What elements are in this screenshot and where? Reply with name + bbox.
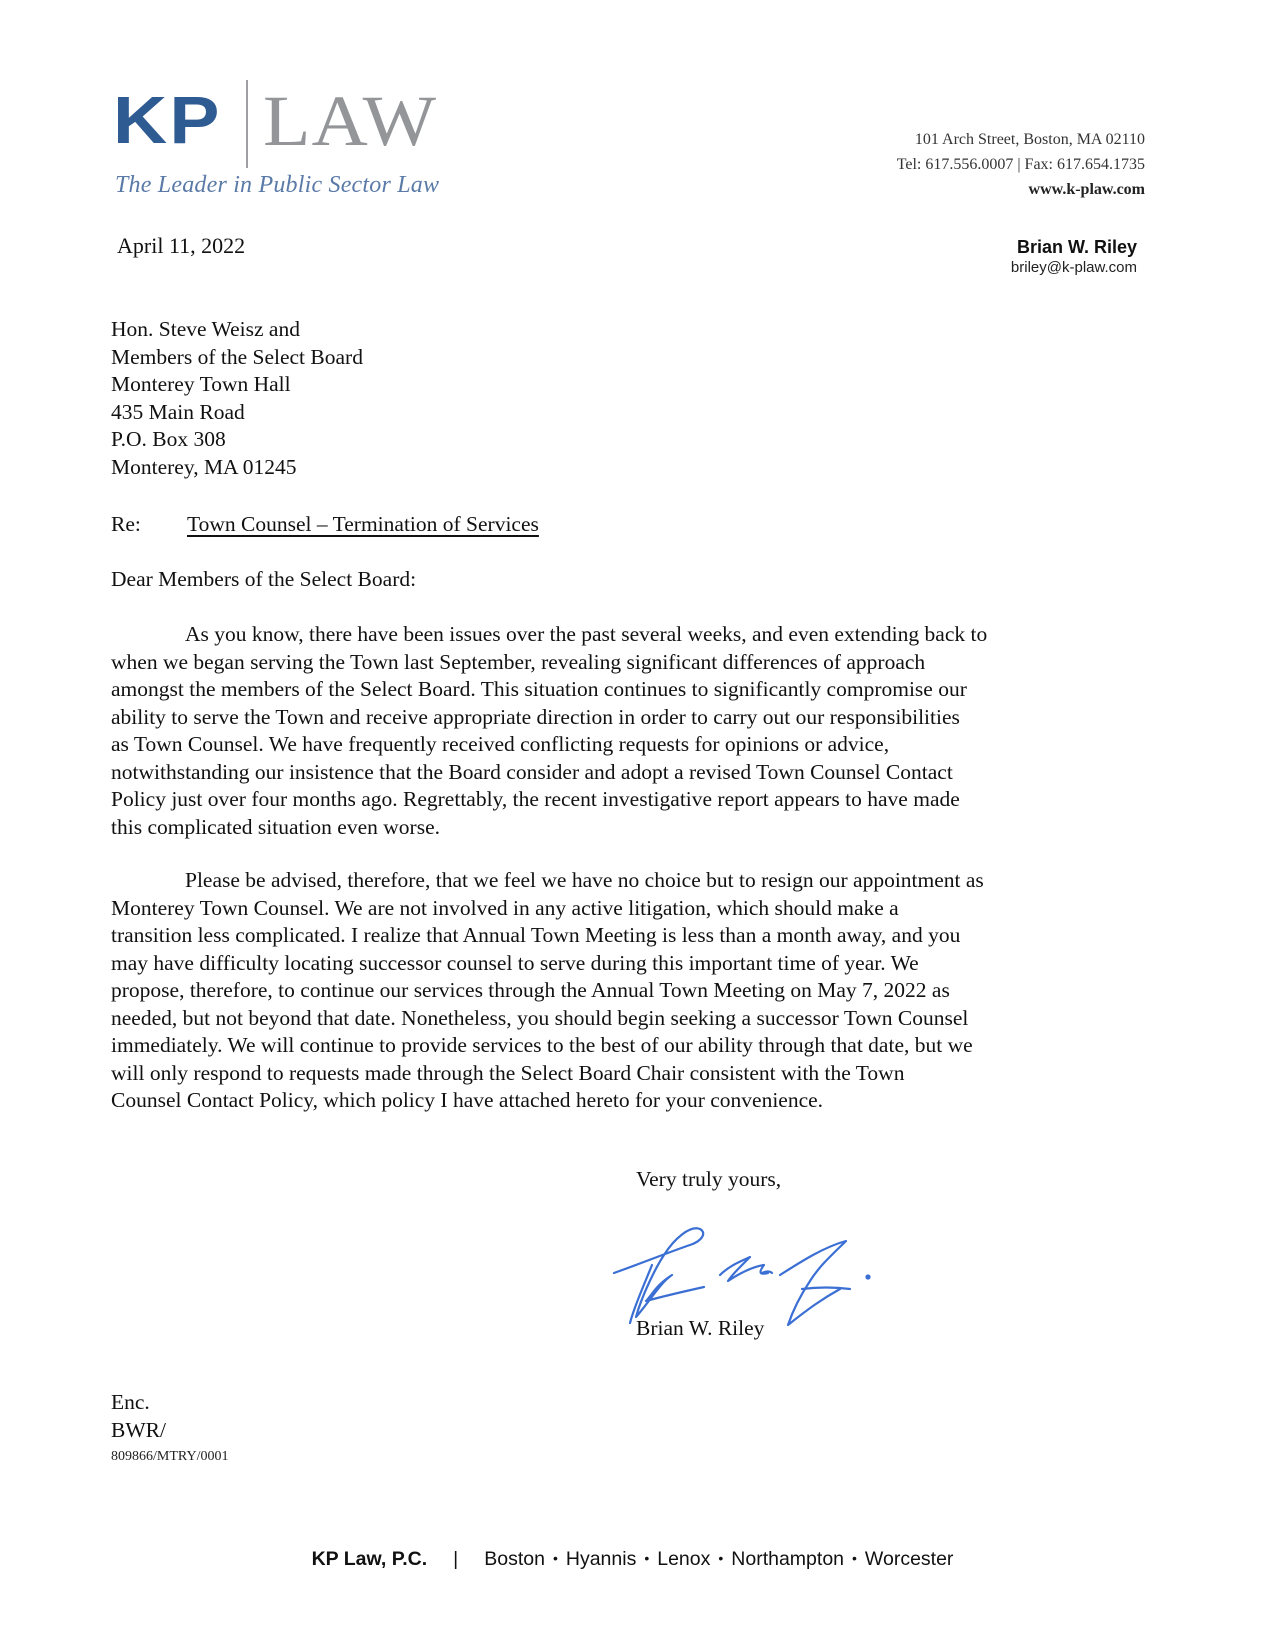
paragraph-line: propose, therefore, to continue our services through the Annual Town Meeting on May 7, 2022 as xyxy=(111,978,950,1002)
paragraph-line: Policy just over four months ago. Regrettably, the recent investigative report appears to have made xyxy=(111,787,960,811)
body-paragraph-2 xyxy=(111,867,1131,1115)
logo-kp-text: KP xyxy=(113,83,222,158)
enclosure-block xyxy=(111,1388,166,1444)
paragraph-line: Monterey Town Counsel. We are not involved in any active litigation, which should make a xyxy=(111,895,899,920)
subject-line xyxy=(111,511,539,539)
paragraph-line: ability to serve the Town and receive appropriate direction in order to carry out our responsibilities xyxy=(111,704,960,729)
paragraph-line: will only respond to requests made through the Select Board Chair consistent with the Town xyxy=(111,1060,905,1085)
recipient-line: Hon. Steve Weisz and xyxy=(111,317,300,341)
footer-office: Worcester xyxy=(864,1548,954,1570)
document-reference: 809866/MTRY/0001 xyxy=(111,1449,229,1464)
paragraph-line: amongst the members of the Select Board. This situation continues to significantly compromise our xyxy=(111,677,967,701)
paragraph-line: notwithstanding our insistence that the Board consider and adopt a revised Town Counsel Contact xyxy=(111,759,953,784)
paragraph-line: when we began serving the Town last September, revealing significant differences of approach xyxy=(111,649,926,674)
logo-tagline: The Leader in Public Sector Law xyxy=(115,172,440,198)
enclosure-label: Enc. xyxy=(111,1390,150,1414)
recipient-line: Monterey Town Hall xyxy=(111,372,291,396)
recipient-line: Monterey, MA 01245 xyxy=(111,454,297,479)
page-footer xyxy=(0,1548,1265,1571)
firm-address: 101 Arch Street, Boston, MA 02110 xyxy=(914,131,1145,148)
kp-law-logo xyxy=(113,80,453,205)
recipient-address xyxy=(111,316,363,481)
logo-divider xyxy=(246,80,248,168)
paragraph-line: As you know, there have been issues over the past several weeks, and even extending back to xyxy=(185,622,988,646)
subject-text: Town Counsel – Termination of Services xyxy=(187,512,539,536)
recipient-line: P.O. Box 308 xyxy=(111,427,226,451)
author-email-link[interactable]: briley@k-plaw.com xyxy=(1010,259,1137,276)
paragraph-line: Counsel Contact Policy, which policy I have attached hereto for your convenience. xyxy=(111,1088,824,1112)
paragraph-line: may have difficulty locating successor counsel to serve during this important time of year. We xyxy=(111,950,919,975)
subject-label: Re: xyxy=(111,512,141,536)
bullet-icon: • xyxy=(644,1550,650,1566)
firm-phone-fax: Tel: 617.556.0007 | Fax: 617.654.1735 xyxy=(896,156,1145,173)
firm-website-link[interactable]: www.k-plaw.com xyxy=(1028,181,1145,198)
bullet-icon: • xyxy=(552,1550,558,1566)
firm-contact-block xyxy=(897,127,1145,202)
paragraph-line: immediately. We will continue to provide services to the best of our ability through that date, but we xyxy=(111,1033,973,1057)
author-initials: BWR/ xyxy=(111,1418,166,1442)
body-paragraph-1 xyxy=(111,621,1131,841)
bullet-icon: • xyxy=(852,1550,857,1566)
paragraph-line: transition less complicated. I realize that Annual Town Meeting is less than a month away, and you xyxy=(111,923,961,947)
signer-name: Brian W. Riley xyxy=(636,1316,765,1340)
footer-separator: | xyxy=(453,1548,459,1570)
paragraph-line: Please be advised, therefore, that we feel we have no choice but to resign our appointment as xyxy=(185,868,984,892)
footer-office: Hyannis xyxy=(565,1548,637,1570)
footer-office: Lenox xyxy=(657,1548,711,1570)
salutation: Dear Members of the Select Board: xyxy=(111,567,417,591)
closing: Very truly yours, xyxy=(636,1167,782,1191)
footer-office: Northampton xyxy=(731,1548,845,1570)
bullet-icon: • xyxy=(718,1550,724,1566)
recipient-line: 435 Main Road xyxy=(111,399,245,424)
logo-law-text: LAW xyxy=(263,81,438,161)
author-name: Brian W. Riley xyxy=(1016,237,1137,257)
paragraph-line: needed, but not beyond that date. Nonetheless, you should begin seeking a successor Town Counsel xyxy=(111,1005,969,1030)
letter-date: April 11, 2022 xyxy=(117,233,246,258)
paragraph-line: this complicated situation even worse. xyxy=(111,814,440,839)
footer-office: Boston xyxy=(484,1548,545,1570)
footer-firm-name: KP Law, P.C. xyxy=(311,1548,428,1570)
paragraph-line: as Town Counsel. We have frequently received conflicting requests for opinions or advice, xyxy=(111,732,890,756)
author-block xyxy=(1011,236,1137,277)
recipient-line: Members of the Select Board xyxy=(111,344,363,369)
